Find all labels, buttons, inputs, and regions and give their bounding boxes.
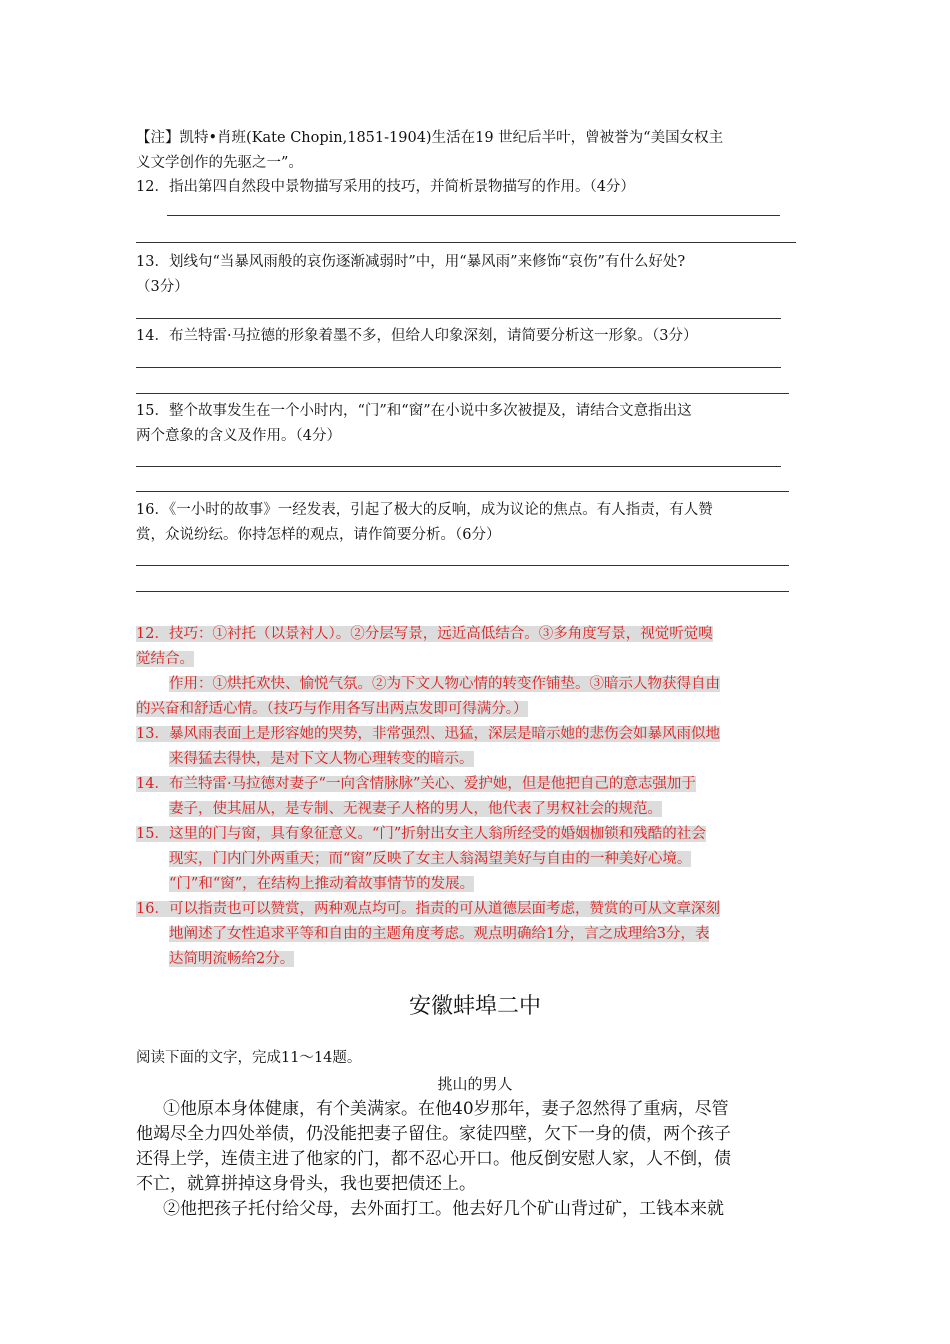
- answer-line-16c: 达简明流畅给2分。: [169, 951, 295, 967]
- answer-line: [136, 242, 796, 243]
- answer-line: [136, 565, 789, 566]
- question-16-line-2: 赏，众说纷纭。你持怎样的观点，请作简要分析。（6分）: [136, 527, 501, 543]
- answer-line: [136, 491, 789, 492]
- story-line: ②他把孩子托付给父母，去外面打工。他去好几个矿山背过矿，工钱本来就: [163, 1199, 724, 1219]
- answer-line-12d: 的兴奋和舒适心情。（技巧与作用各写出两点发即可得满分。）: [136, 701, 528, 717]
- note-line-1: 【注】凯特•肖班(Kate Chopin,1851-1904)生活在19 世纪后半叶，曾被誉为“美国女权主: [136, 130, 724, 146]
- answer-line-15b: 现实，门内门外两重天；而“窗”反映了女主人翁渴望美好与自由的一种美好心境。: [169, 851, 692, 867]
- question-12: 12．指出第四自然段中景物描写采用的技巧，并简析景物描写的作用。（4分）: [136, 179, 635, 195]
- question-13-line-2: （3分）: [136, 279, 189, 295]
- answer-line-15a: 15．这里的门与窗，具有象征意义。“门”折射出女主人翁所经受的婚姻枷锁和残酷的社会: [136, 826, 706, 842]
- question-15-line-2: 两个意象的含义及作用。（4分）: [136, 428, 341, 444]
- answer-line-14a: 14．布兰特雷·马拉德对妻子“一向含情脉脉”关心、爱护她，但是他把自己的意志强加于: [136, 776, 696, 792]
- question-14: 14．布兰特雷·马拉德的形象着墨不多，但给人印象深刻，请简要分析这一形象。（3分）: [136, 328, 698, 344]
- answer-line-12c: 作用：①烘托欢快、愉悦气氛。②为下文人物心情的转变作铺垫。③暗示人物获得自由: [169, 676, 720, 692]
- answer-line-16a: 16．可以指责也可以赞赏，两种观点均可。指责的可从道德层面考虑，赞赏的可从文章深刻: [136, 901, 720, 917]
- answer-line-12b: 觉结合。: [136, 651, 194, 667]
- answer-line: [136, 466, 781, 467]
- story-line: 还得上学，连债主进了他家的门，都不忍心开口。他反倒安慰人家，人不倒，债: [136, 1149, 731, 1169]
- note-line-2: 义文学创作的先驱之一”。: [136, 155, 303, 171]
- answer-line: [136, 591, 789, 592]
- section-title: 安徽蚌埠二中: [408, 994, 541, 1019]
- answer-line-12a: 12．技巧：①衬托（以景衬人）。②分层写景，远近高低结合。③多角度写景，视觉听觉嗅: [136, 626, 713, 642]
- answer-key: [136, 622, 812, 972]
- story-title: 挑山的男人: [437, 1075, 513, 1093]
- story-line: ①他原本身体健康，有个美满家。在他40岁那年，妻子忽然得了重病，尽管: [163, 1099, 729, 1119]
- reading-instruction: 阅读下面的文字，完成11～14题。: [136, 1050, 362, 1066]
- question-16-line-1: 16．《一小时的故事》一经发表，引起了极大的反响，成为议论的焦点。有人指责，有人赞: [136, 502, 713, 518]
- answer-line: [167, 215, 780, 216]
- answer-line-13a: 13．暴风雨表面上是形容她的哭势，非常强烈、迅猛，深层是暗示她的悲伤会如暴风雨似地: [136, 726, 720, 742]
- answer-line: [136, 367, 781, 368]
- story-line: 他竭尽全力四处举债，仍没能把妻子留住。家徒四壁，欠下一身的债，两个孩子: [136, 1124, 731, 1144]
- story-line: 不亡，就算拼掉这身骨头，我也要把债还上。: [136, 1174, 476, 1194]
- question-15-line-1: 15．整个故事发生在一个小时内，“门”和“窗”在小说中多次被提及，请结合文意指出这: [136, 403, 692, 419]
- answer-line-13b: 来得猛去得快，是对下文人物心理转变的暗示。: [169, 751, 474, 767]
- answer-line-15c: “门”和“窗”，在结构上推动着故事情节的发展。: [169, 876, 475, 892]
- story-text: [136, 1097, 816, 1222]
- question-13-line-1: 13．划线句“当暴风雨般的哀伤逐渐减弱时”中，用“暴风雨”来修饰“哀伤”有什么好处?: [136, 254, 686, 270]
- answer-line: [136, 318, 781, 319]
- answer-line-16b: 地阐述了女性追求平等和自由的主题角度考虑。观点明确给1分，言之成理给3分，表: [169, 926, 710, 942]
- answer-line: [136, 393, 789, 394]
- answer-line-14b: 妻子，使其屈从，是专制、无视妻子人格的男人，他代表了男权社会的规范。: [169, 801, 662, 817]
